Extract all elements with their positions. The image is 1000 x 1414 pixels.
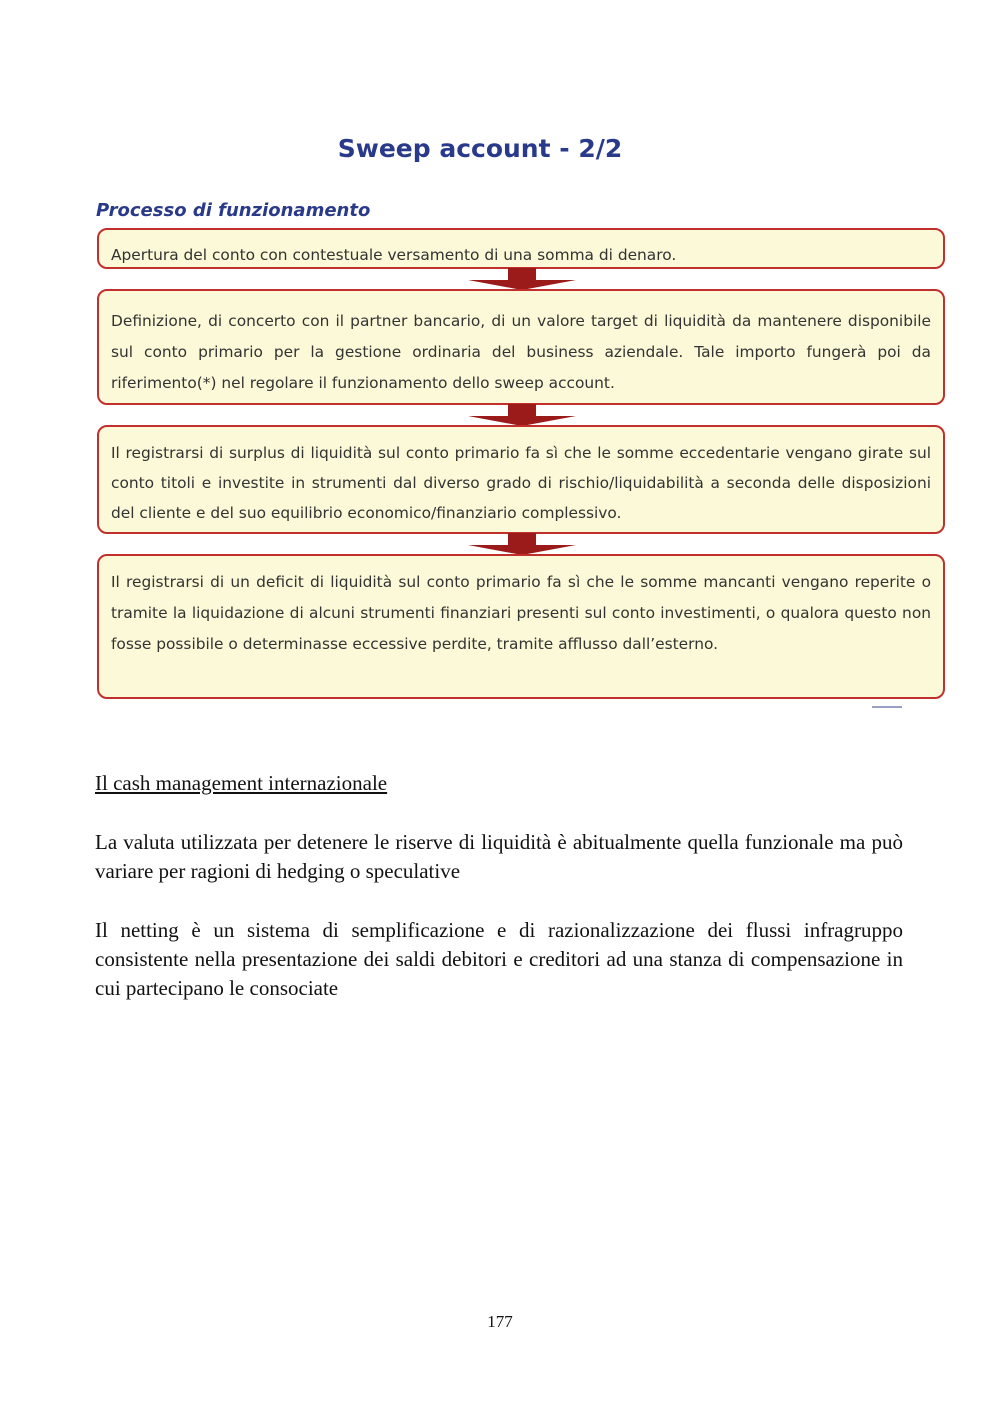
page-number: 177 <box>487 1312 513 1331</box>
paragraph: Il netting è un sistema di semplificazione e di razionalizzazione dei flussi infragruppo consistente nella presentazione dei saldi debitori e creditori ad una stanza di compensazione in cui partecipano le consociate <box>95 918 903 1000</box>
step-box <box>97 425 945 534</box>
down-arrow-icon <box>468 533 576 555</box>
step-box <box>97 228 945 269</box>
down-arrow-icon <box>468 404 576 426</box>
step-text: Il registrarsi di surplus di liquidità sul conto primario fa sì che le somme eccedentarie vengano girate sul conto titoli e investite in strumenti dal diverso grado di rischio/liquidabilità a seconda delle disposizioni del cliente e del suo equilibrio economico/finanziario complessivo. <box>111 444 931 522</box>
down-arrow-icon <box>468 268 576 290</box>
slide-footnote-mark <box>872 706 902 708</box>
step-box <box>97 289 945 405</box>
section-label: Processo di funzionamento <box>96 200 371 221</box>
step-text: Definizione, di concerto con il partner bancario, di un valore target di liquidità da mantenere disponibile sul conto primario per la gestione ordinaria del business aziendale. Tale importo fungerà poi da riferimento(*) nel regolare il funzionamento dello sweep account. <box>111 312 931 392</box>
step-text: Il registrarsi di un deficit di liquidità sul conto primario fa sì che le somme mancanti vengano reperite o tramite la liquidazione di alcuni strumenti finanziari presenti sul conto investimenti, o qualora questo non fosse possibile o determinasse eccessive perdite, tramite afflusso dall’esterno. <box>111 573 931 653</box>
section-heading: Il cash management internazionale <box>95 771 388 795</box>
step-text: Apertura del conto con contestuale versamento di una somma di denaro. <box>111 246 677 264</box>
step-box <box>97 554 945 699</box>
slide-title: Sweep account - 2/2 <box>337 134 623 163</box>
paragraph: La valuta utilizzata per detenere le riserve di liquidità è abitualmente quella funzionale ma può variare per ragioni di hedging o speculative <box>95 830 903 883</box>
